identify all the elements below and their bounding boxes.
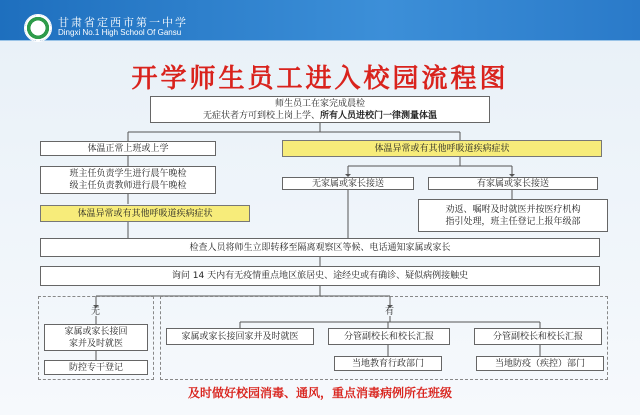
advise-text-1: 劝返、嘱咐及时就医并按医疗机构 [445,204,581,215]
advise-return-box [418,199,608,232]
disinfection-footer: 及时做好校园消毒、通风，重点消毒病例所在班级 [187,386,452,400]
family-pickup-doctor-box: 家属或家长接回家并及时就医 [166,328,314,345]
report-vp-box-2: 分管副校长和校长汇报 [474,328,602,345]
report-vp-box-1: 分管副校长和校长汇报 [328,328,450,345]
page-title: 开学师生员工进入校园流程图 [131,64,509,94]
family-pickup-home-box [44,324,148,351]
abnormal-symptom-box: 体温异常或有其他呼吸道疾病症状 [282,140,602,157]
no-exposure-label: 无 [91,307,101,317]
prevention-register-box: 防控专干登记 [44,360,148,375]
normal-temperature-box: 体温正常上班或上学 [40,141,216,156]
school-name-en: Dingxi No.1 High School Of Gansu [58,28,182,37]
abnormal-symptom-left-box: 体温异常或有其他呼吸道疾病症状 [40,205,250,222]
family-pickup-home-text-1: 家属或家长接回 [64,326,128,337]
morning-check-text: 师生员工在家完成晨检 [274,98,365,109]
family-pickup-home-text-2: 家并及时就医 [68,338,123,349]
student-check-text: 班主任负责学生进行晨午晚检 [69,169,187,179]
cdc-department-box: 当地防疫（疾控）部门 [476,356,604,371]
daily-check-box [40,166,216,194]
teacher-check-text: 级主任负责教师进行晨午晚检 [69,181,187,191]
education-department-box: 当地教育行政部门 [334,356,442,371]
inquiry-box: 询问 14 天内有无疫情重点地区旅居史、途经史或有确诊、疑似病例接触史 [40,266,600,286]
family-pickup-box: 有家属或家长接送 [428,177,598,190]
advise-text-2: 指引处理，班主任登记上报年级部 [445,216,581,227]
morning-check-box [150,96,490,123]
entry-temperature-text: 无症状者方可到校上岗上学、所有人员进校门一律测量体温 [202,110,438,121]
isolation-box: 检查人员将师生立即转移至隔离观察区等候、电话通知家属或家长 [40,238,600,257]
has-exposure-label: 有 [385,307,395,317]
school-name-cn: 甘肃省定西市第一中学 [58,16,188,29]
no-family-pickup-box: 无家属或家长接送 [282,177,414,190]
